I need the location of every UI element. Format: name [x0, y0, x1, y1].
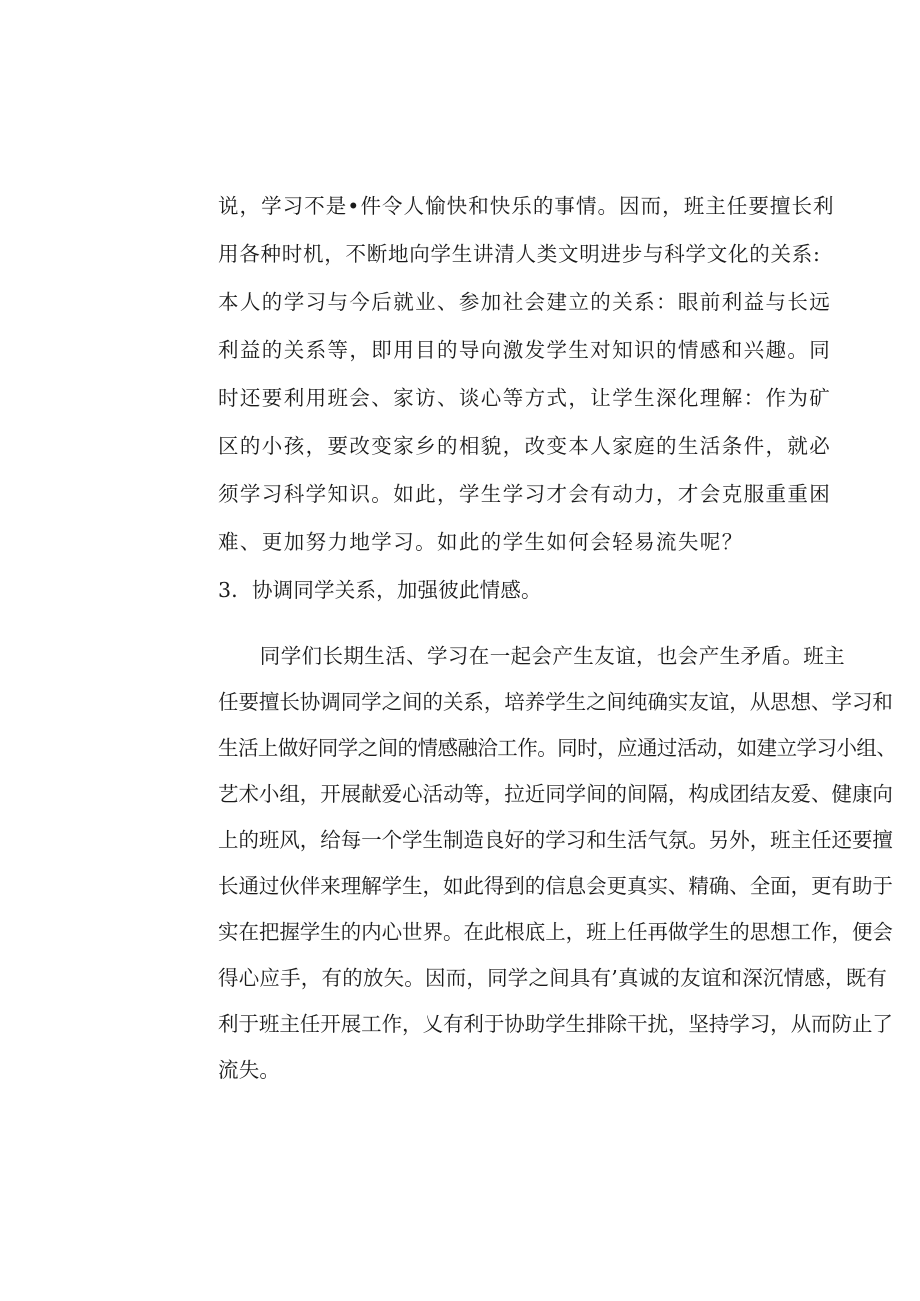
paragraph-2-line-3: 生活上做好同学之间的情感融洽工作。同时，应通过活动，如建立学习小组、 — [218, 736, 897, 760]
paragraph-1-line-8: 难、更加努力地学习。如此的学生如何会轻易流失呢？ — [218, 530, 744, 554]
paragraph-1-line-4: 利益的关系等，即用目的导向激发学生对知识的情感和兴趣。同 — [218, 338, 832, 362]
paragraph-1-line-5: 时还要利用班会、家访、谈心等方式，让学生深化理解：作为矿 — [218, 386, 832, 410]
paragraph-2-line-9: 利于班主任开展工作，乂有利于协助学生排除干扰，坚持学习，从而防止了 — [218, 1012, 893, 1036]
paragraph-1-line-3: 本人的学习与今后就业、参加社会建立的关系：眼前利益与长远 — [218, 290, 832, 314]
paragraph-1-line-6: 区的小孩，要改变家乡的相貌，改变本人家庭的生活条件，就必 — [218, 434, 832, 458]
paragraph-2-line-5: 上的班风，给每一个学生制造良好的学习和生活气氛。另外，班主任还要擅 — [218, 828, 893, 852]
paragraph-2-line-4: 艺术小组，开展献爱心活动等，拉近同学间的间隔，构成团结友爱、健康向 — [218, 782, 893, 806]
section-heading: 3．协调同学关系，加强彼此情感。 — [218, 578, 542, 602]
paragraph-2-line-2: 任要擅长协调同学之间的关系，培养学生之间纯确实友谊，从思想、学习和 — [218, 690, 893, 714]
paragraph-1-line-2: 用各种时机，不断地向学生讲清人类文明进步与科学文化的关系: — [218, 242, 821, 266]
paragraph-2-line-10: 流失。 — [218, 1058, 281, 1082]
paragraph-2-line-6: 长通过伙伴来理解学生，如此得到的信息会更真实、精确、全面，更有助于 — [218, 874, 893, 898]
paragraph-2-line-8: 得心应手，有的放矢。因而，同学之间具有’真诚的友谊和深沉情感，既有 — [218, 966, 888, 990]
paragraph-2-line-1: 同学们长期生活、学习在一起会产生友谊，也会产生矛盾。班主 — [218, 644, 845, 668]
paragraph-1-line-1: 说，学习不是•件令人愉快和快乐的事情。因而，班主任要擅长利 — [218, 194, 835, 218]
paragraph-1-line-7: 须学习科学知识。如此，学生学习才会有动力，才会克服重重困 — [218, 482, 832, 506]
paragraph-2-line-7: 实在把握学生的内心世界。在此根底上，班上任再做学生的思想工作，便会 — [218, 920, 893, 944]
